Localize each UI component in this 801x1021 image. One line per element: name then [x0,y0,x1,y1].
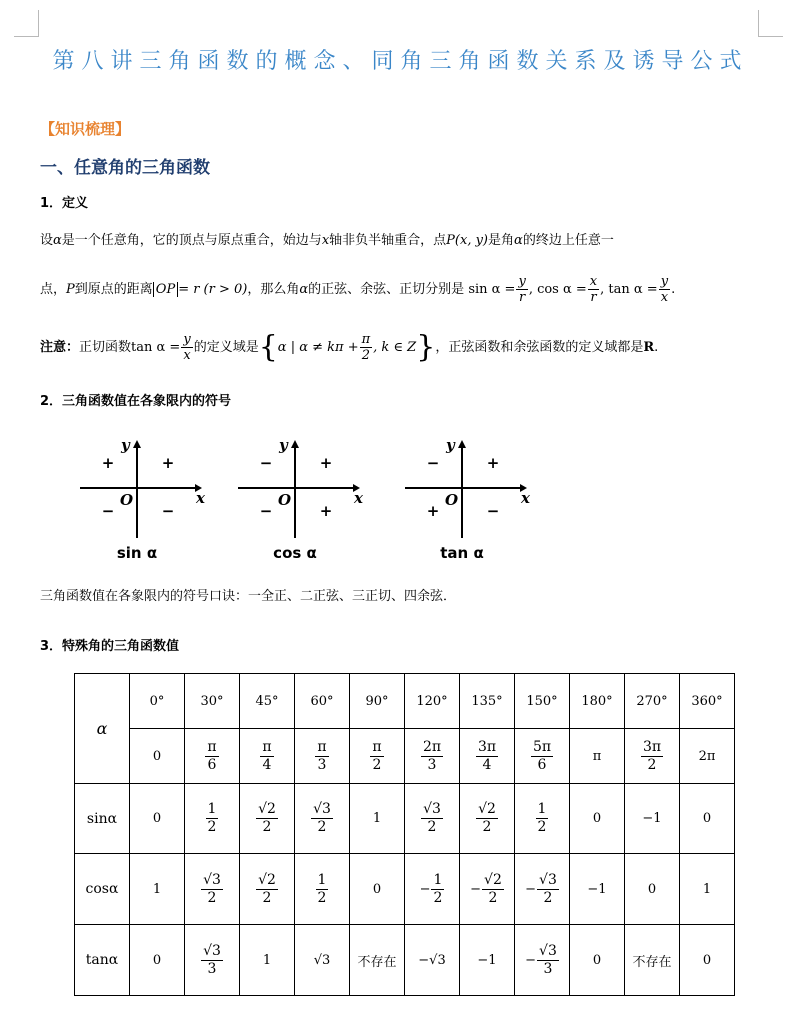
text: 的正弦、余弦、正切分别是 [308,282,465,297]
numerator: √2 [478,801,496,817]
x-label: x [354,489,363,507]
sin-fraction [516,274,527,305]
value-cell [130,784,185,854]
quadrant-4-sign: + [319,502,333,520]
fraction [205,739,218,774]
tan-lhs: tan α = [131,340,181,355]
denominator: 3 [207,960,217,977]
fraction [537,872,559,907]
degree-cell: 180° [570,674,625,729]
value-cell [680,854,735,925]
fraction [476,739,498,774]
numerator: 2π [422,738,442,755]
row-header [75,784,130,854]
cell-value: 1 [262,952,272,968]
row-header [75,925,130,996]
cell-value: 0 [592,811,602,826]
point-p: P(x, y) [446,233,489,248]
cell-value: √3 [313,952,331,968]
denominator: 2 [647,756,657,773]
denominator: 2 [317,819,327,835]
quadrant-2-sign: + [101,454,115,472]
denominator: 6 [207,756,217,773]
quadrant-1-sign: + [319,454,333,472]
text: 正切函数 [79,340,132,355]
numerator: π [317,738,327,755]
table-row [75,854,735,925]
quadrant-3-sign: − [259,502,273,520]
fraction [256,872,278,907]
fraction [370,739,383,774]
section-heading: 一、任意角的三角函数 [40,158,210,178]
text: 的终边上任意一 [522,233,614,248]
numerator: 1 [317,871,327,888]
radian-cell [460,729,515,784]
radian-row [75,729,735,784]
degree-row [75,674,735,729]
degree-cell: 90° [350,674,405,729]
period: . [654,340,659,355]
denominator: 2 [433,889,443,906]
note-line [40,330,658,366]
value-cell [405,784,460,854]
numerator: √2 [484,871,502,888]
denominator: 4 [262,756,272,773]
left-brace: { [258,329,278,365]
origin-label: O [445,491,459,509]
function-label: cosα [85,881,119,897]
negative-sign: − [470,881,482,897]
radian-cell [680,729,735,784]
fraction [482,872,504,907]
cell-value: −1 [642,811,662,826]
numerator: 1 [207,801,217,817]
value-cell [185,784,240,854]
sin-lhs: sin α = [468,282,516,297]
knowledge-label: 【知识梳理】 [40,120,131,138]
numerator: √2 [258,871,276,888]
numerator: y [183,332,191,347]
denominator: 2 [317,889,327,906]
tan-lhs: , tan α = [600,282,658,297]
numerator: 1 [433,871,443,888]
crop-mark-top-right [758,10,783,37]
numerator: x [589,274,598,289]
numerator: √3 [203,871,221,888]
signs-heading: 2．三角函数值在各象限内的符号 [40,394,232,409]
tan-fraction [181,332,192,363]
diagram-caption: tan α [440,544,484,562]
fraction [531,739,553,774]
x-label: x [196,489,205,507]
cell-value: 0 [372,881,382,897]
text: 的定义域是 [193,340,259,355]
value-cell [680,925,735,996]
crop-mark-top-left [14,10,39,37]
set-expression: α | α ≠ kπ + [277,340,359,355]
text: 设 [40,233,54,248]
cos-lhs: , cos α = [528,282,587,297]
quadrant-1-sign: + [161,454,175,472]
text: 轴非负半轴重合，点 [329,233,447,248]
function-label: tanα [85,952,119,968]
fraction [206,801,219,836]
degree-cell: 270° [625,674,680,729]
p-symbol: P [66,282,75,297]
numerator: 3π [477,738,497,755]
page-title: 第八讲三角函数的概念、同角三角函数关系及诱导公式 [52,49,749,74]
numerator: √3 [539,871,557,888]
value-cell [295,784,350,854]
origin-label: O [278,491,292,509]
special-values-heading: 3．特殊角的三角函数值 [40,639,180,654]
x-label: x [521,489,530,507]
r-equation: = r (r > 0) [178,282,248,297]
table-row [75,925,735,996]
value-cell [515,925,570,996]
diagram-caption: cos α [273,544,317,562]
denominator: 3 [427,756,437,773]
fraction [316,872,329,907]
numerator: π [372,738,382,755]
cell-value: 0 [152,811,162,826]
fraction [260,739,273,774]
denominator: 2 [207,819,217,835]
numerator: y [660,274,669,289]
cell-value: −√3 [418,952,446,968]
denominator: x [660,290,669,305]
radian-cell [625,729,680,784]
value-cell [240,784,295,854]
denominator: 2 [262,889,272,906]
set-condition: , k ∈ Z [373,340,417,355]
cell-value: 不存在 [357,954,397,970]
fraction [536,801,549,836]
numerator: π [262,738,272,755]
numerator: π [361,332,371,347]
negative-sign: − [525,952,537,968]
value-cell [460,784,515,854]
value-cell [130,925,185,996]
cell-value: −1 [587,881,607,897]
alpha-symbol: α [299,282,309,297]
value-cell [240,854,295,925]
numerator: √2 [258,801,276,817]
negative-sign: − [525,881,537,897]
sign-diagram-1 [238,436,364,562]
text: 到原点的距离 [74,282,153,297]
radian-cell [405,729,460,784]
table-row [75,784,735,854]
quadrant-3-sign: + [426,502,440,520]
degree-cell: 0° [130,674,185,729]
special-values-table [74,673,735,996]
y-arrow-icon [133,440,141,448]
alpha-header: α [75,674,130,784]
fraction [315,739,328,774]
radian-cell [570,729,625,784]
y-arrow-icon [458,440,466,448]
fraction [201,872,223,907]
value-cell [295,925,350,996]
value-cell [625,854,680,925]
denominator: 3 [543,960,553,977]
sign-diagrams-svg [0,425,801,575]
fraction [421,801,443,836]
degree-cell: 360° [680,674,735,729]
cell-value: 0 [592,952,602,968]
y-label: y [121,436,130,454]
numerator: √3 [313,801,331,817]
row-header [75,854,130,925]
cell-value: 1 [702,881,712,897]
degree-cell: 60° [295,674,350,729]
degree-cell: 120° [405,674,460,729]
right-brace: } [416,329,436,365]
denominator: 2 [262,819,272,835]
alpha-symbol: α [514,233,523,248]
value-cell [570,784,625,854]
sign-diagram-2 [405,436,531,562]
numerator: π [207,738,217,755]
cell-value: 0 [152,748,162,764]
cell-value: −1 [477,952,497,968]
cos-fraction [588,274,599,305]
denominator: 3 [317,756,327,773]
value-cell [350,925,405,996]
numerator: √3 [423,801,441,817]
denominator: 2 [488,889,498,906]
fraction [537,943,559,978]
value-cell [515,854,570,925]
denominator: 4 [482,756,492,773]
quadrant-4-sign: − [161,502,175,520]
cell-value: 1 [372,811,382,826]
text: 是角 [488,233,515,248]
denominator: 2 [537,819,547,835]
degree-cell: 45° [240,674,295,729]
numerator: √3 [539,942,557,959]
value-cell [130,854,185,925]
value-cell [625,925,680,996]
quadrant-2-sign: − [426,454,440,472]
value-cell [350,784,405,854]
radian-cell [185,729,240,784]
text: ，正弦函数和余弦函数的定义域都是 [435,340,644,355]
radian-cell [240,729,295,784]
fraction [201,943,223,978]
denominator: x [183,348,191,363]
y-arrow-icon [291,440,299,448]
alpha-symbol: α [53,233,62,248]
sign-diagram-0 [80,436,206,562]
quadrant-2-sign: − [259,454,273,472]
note-label: 注意： [40,340,80,355]
fraction [641,739,663,774]
value-cell [515,784,570,854]
text: ，那么角 [247,282,300,297]
y-label: y [446,436,455,454]
denominator: r [519,290,526,305]
reals-symbol: R [643,340,655,355]
cell-value: 0 [647,881,657,897]
diagram-caption: sin α [116,544,158,562]
definition-line-2 [40,272,675,308]
degree-cell: 30° [185,674,240,729]
quadrant-1-sign: + [486,454,500,472]
radian-cell [515,729,570,784]
fraction [476,801,498,836]
fraction [431,872,444,907]
period: . [671,282,676,297]
cell-value: 不存在 [632,954,672,970]
cell-value: 0 [702,952,712,968]
text: 是一个任意角，它的顶点与原点重合，始边与 [61,233,322,248]
denominator: 2 [427,819,437,835]
quadrant-4-sign: − [486,502,500,520]
value-cell [625,784,680,854]
value-cell [295,854,350,925]
radian-cell [295,729,350,784]
numerator: 3π [642,738,662,755]
definition-heading: 1．定义 [40,196,89,211]
numerator: 5π [532,738,552,755]
numerator: √3 [203,942,221,959]
function-label: sinα [86,810,118,827]
denominator: 2 [543,889,553,906]
value-cell [240,925,295,996]
radian-cell [350,729,405,784]
numerator: y [518,274,526,289]
definition-line-1 [40,231,614,251]
value-cell [185,925,240,996]
denominator: r [590,290,597,305]
cell-value: 1 [152,881,162,897]
denominator: 2 [372,756,382,773]
origin-label: O [120,491,134,509]
signs-mnemonic: 三角函数值在各象限内的符号口诀：一全正、二正弦、三正切、四余弦． [40,589,457,604]
sign-diagrams [0,425,801,575]
degree-cell: 150° [515,674,570,729]
value-cell [405,854,460,925]
quadrant-3-sign: − [101,502,115,520]
denominator: 2 [207,889,217,906]
cell-value: 2π [698,748,716,764]
cell-value: 0 [702,811,712,826]
fraction [311,801,333,836]
cell-value: π [592,748,602,764]
value-cell [570,925,625,996]
x-symbol: x [321,233,330,248]
value-cell [570,854,625,925]
tan-fraction [659,274,670,305]
cell-value: 0 [152,952,162,968]
radian-cell [130,729,185,784]
value-cell [185,854,240,925]
negative-sign: − [419,881,431,897]
denominator: 2 [361,348,371,363]
denominator: 6 [537,756,547,773]
numerator: 1 [537,801,547,817]
pi-over-2 [360,332,373,363]
value-cell [350,854,405,925]
value-cell [460,854,515,925]
value-cell [405,925,460,996]
fraction [421,739,443,774]
degree-cell: 135° [460,674,515,729]
op-abs: OP [153,282,178,297]
value-cell [680,784,735,854]
denominator: 2 [482,819,492,835]
fraction [256,801,278,836]
y-label: y [279,436,288,454]
text: 点， [40,282,67,297]
value-cell [460,925,515,996]
